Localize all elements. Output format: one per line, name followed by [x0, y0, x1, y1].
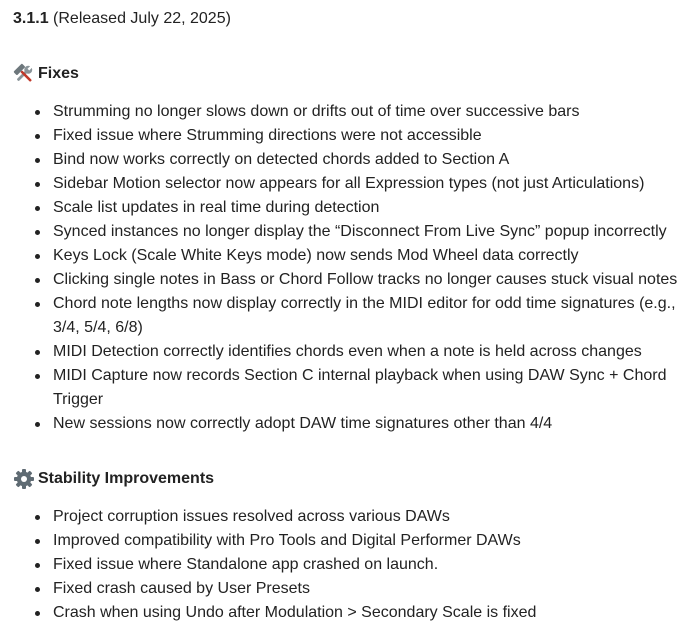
list-item: Fixed crash caused by User Presets	[0, 577, 690, 601]
stability-heading	[13, 467, 214, 491]
list-item: New sessions now correctly adopt DAW time signatures other than 4/4	[0, 412, 690, 436]
fixes-list	[0, 100, 690, 436]
stability-list	[0, 505, 690, 625]
list-item: Synced instances no longer display the “Disconnect From Live Sync” popup incorrectly	[0, 220, 690, 244]
list-item: MIDI Detection correctly identifies chords even when a note is held across changes	[0, 340, 690, 364]
fixes-heading	[13, 62, 79, 86]
release-date: (Released July 22, 2025)	[53, 10, 231, 27]
list-item: Fixed issue where Standalone app crashed on launch.	[0, 553, 690, 577]
release-header	[13, 8, 231, 30]
list-item: Crash when using Undo after Modulation > Secondary Scale is fixed	[0, 601, 690, 625]
list-item: Sidebar Motion selector now appears for all Expression types (not just Articulations)	[0, 172, 690, 196]
list-item: MIDI Capture now records Section C internal playback when using DAW Sync + Chord Trigger	[0, 364, 690, 412]
list-item: Improved compatibility with Pro Tools and Digital Performer DAWs	[0, 529, 690, 553]
list-item: Scale list updates in real time during detection	[0, 196, 690, 220]
stability-title: Stability Improvements	[38, 470, 215, 487]
list-item: Fixed issue where Strumming directions were not accessible	[0, 124, 690, 148]
list-item: Chord note lengths now display correctly in the MIDI editor for odd time signatures (e.g., 3/4, 5/4, 6/8)	[0, 292, 690, 340]
version-number: 3.1.1	[13, 10, 49, 27]
list-item: Strumming no longer slows down or drifts out of time over successive bars	[0, 100, 690, 124]
tools-icon	[13, 63, 35, 85]
list-item: Project corruption issues resolved across various DAWs	[0, 505, 690, 529]
fixes-title: Fixes	[38, 65, 79, 82]
list-item: Bind now works correctly on detected chords added to Section A	[0, 148, 690, 172]
list-item: Clicking single notes in Bass or Chord Follow tracks no longer causes stuck visual notes	[0, 268, 690, 292]
gear-icon	[13, 468, 35, 490]
list-item: Keys Lock (Scale White Keys mode) now sends Mod Wheel data correctly	[0, 244, 690, 268]
